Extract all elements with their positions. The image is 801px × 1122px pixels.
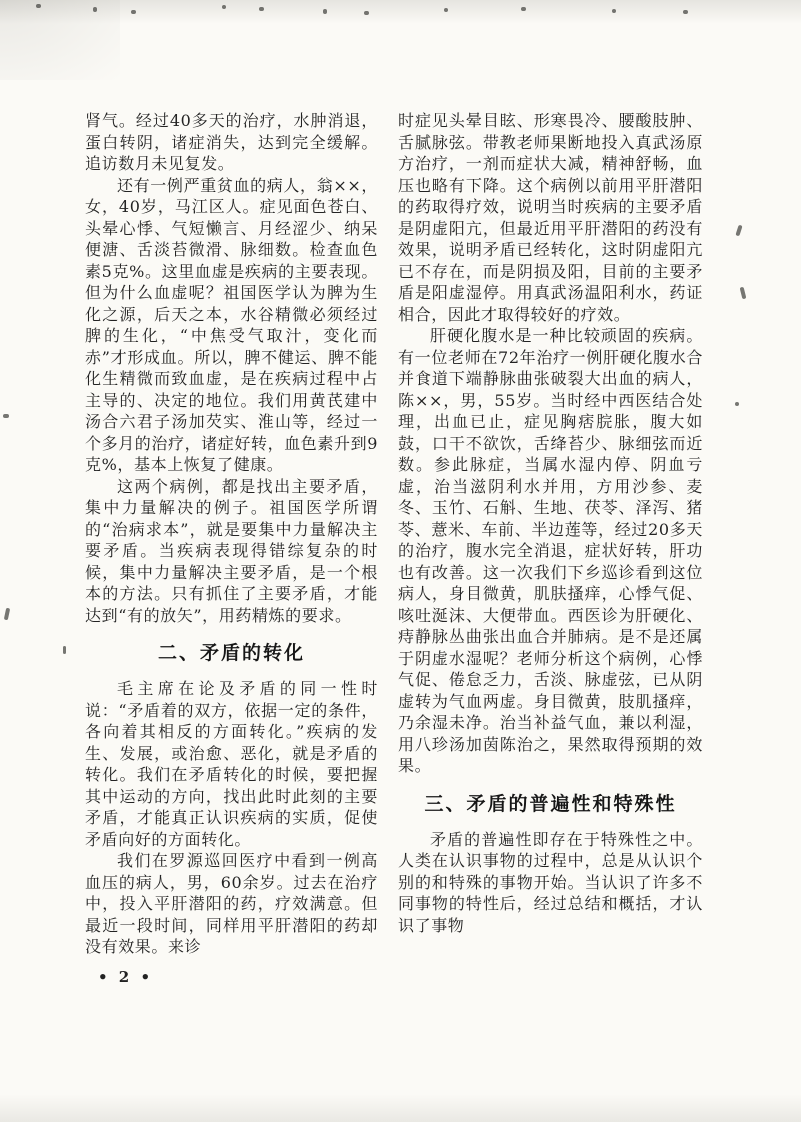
scan-shadow-corner	[0, 0, 120, 80]
body-paragraph: 还有一例严重贫血的病人，翁××，女，40岁，马江区人。症见面色苍白、头晕心悸、气短懒言、月经涩少、纳呆便溏、舌淡苔微滑、脉细数。检查血色素5克%。这里血虚是疾病的主要表现。但为什么血虚呢？祖国医学认为脾为生化之源，后天之本，水谷精微必须经过脾的生化，“中焦受气取汁，变化而赤”才形成血。所以，脾不健运、脾不能化生精微而致血虚，是在疾病过程中占主导的、决定的地位。我们用黄芪建中汤合六君子汤加芡实、淮山等，经过一个多月的治疗，诸症好转，血色素升到9克%，基本上恢复了健康。	[85, 175, 378, 474]
left-column	[85, 110, 378, 958]
scan-speck	[222, 5, 226, 9]
scan-shadow-top	[0, 0, 801, 24]
section-heading: 二、矛盾的转化	[157, 642, 305, 664]
body-paragraph: 肾气。经过40多天的治疗，水肿消退，蛋白转阴，诸症消失，达到完全缓解。追访数月未见复发。	[85, 111, 378, 173]
right-column	[398, 110, 703, 958]
scan-speck	[4, 608, 10, 621]
scan-speck	[323, 9, 327, 14]
scan-speck	[740, 287, 747, 300]
scan-speck	[521, 7, 526, 11]
scan-speck	[612, 9, 616, 13]
scan-speck	[36, 4, 41, 8]
scan-speck	[444, 8, 448, 12]
section-heading: 三、矛盾的普遍性和特殊性	[424, 792, 677, 815]
body-paragraph: 毛主席在论及矛盾的同一性时说：“矛盾着的双方，依据一定的条件，各向着其相反的方面转化。”疾病的发生、发展，或治愈、恶化，就是矛盾的转化。我们在矛盾转化的时候，要把握其中运动的方向，找出此时此刻的主要矛盾，才能真正认识疾病的实质，促使矛盾向好的方面转化。	[85, 679, 378, 849]
body-paragraph: 肝硬化腹水是一种比较顽固的疾病。有一位老师在72年治疗一例肝硬化腹水合并食道下端静脉曲张破裂大出血的病人，陈××，男，55岁。当时经中西医结合处理，出血已止，症见胸痞脘胀，腹大如鼓，口干不欲饮，舌绛苔少、脉细弦而近数。参此脉症，当属水湿内停、阴血亏虚，治当滋阴利水并用，方用沙参、麦冬、玉竹、石斛、生地、茯苓、泽泻、猪苓、薏米、车前、半边莲等，经过20多天的治疗，腹水完全消退，症状好转，肝功也有改善。这一次我们下乡巡诊看到这位病人，身目微黄，肌肤搔痒，心悸气促、咳吐涎沫、大便带血。西医诊为肝硬化、痔静脉丛曲张出血合并肺病。是不是还属于阴虚水湿呢？老师分析这个病例，心悸气促、倦怠乏力，舌淡、脉虚弦，已从阴虚转为气血两虚。身目微黄，肢肌搔痒，乃余湿未净。治当补益气血，兼以利湿，用八珍汤加茵陈治之，果然取得预期的效果。	[398, 326, 703, 775]
scan-shadow-bottom	[0, 1094, 801, 1122]
page-number: • 2 •	[98, 968, 154, 986]
body-paragraph: 我们在罗源巡回医疗中看到一例高血压的病人，男，60余岁。过去在治疗中，投入平肝潜阳的药，疗效满意。但最近一段时间，同样用平肝潜阳的药却没有效果。来诊	[85, 851, 378, 956]
scan-speck	[63, 646, 66, 654]
scan-speck	[259, 7, 264, 11]
scan-speck	[735, 225, 742, 237]
scan-speck	[93, 7, 97, 12]
body-paragraph: 矛盾的普遍性即存在于特殊性之中。人类在认识事物的过程中，总是从认识个别的和特殊的事物开始。当认识了许多不同事物的特性后，经过总结和概括，才认识了事物	[398, 829, 703, 935]
scan-speck	[364, 11, 369, 15]
scan-speck	[3, 414, 9, 418]
body-paragraph: 这两个病例，都是找出主要矛盾，集中力量解决的例子。祖国医学所谓的“治病求本”，就是要集中力量解决主要矛盾。当疾病表现得错综复杂的时候，集中力量解决主要矛盾，是一个根本的方法。只有抓住了主要矛盾，才能达到“有的放矢”，用药精炼的要求。	[85, 476, 378, 625]
scan-speck	[683, 10, 688, 14]
body-paragraph: 时症见头晕目眩、形寒畏冷、腰酸肢肿、舌腻脉弦。带教老师果断地投入真武汤原方治疗，一剂而症状大减，精神舒畅，血压也略有下降。这个病例以前用平肝潜阳的药取得疗效，说明当时疾病的主要矛盾是阴虚阳亢，但最近用平肝潜阳的药没有效果，说明矛盾已经转化，这时阴虚阳亢已不存在，而是阴损及阳，目前的主要矛盾是阳虚湿停。用真武汤温阳利水，药证相合，因此才取得较好的疗效。	[398, 111, 703, 324]
scan-speck	[131, 10, 136, 14]
page-body	[85, 110, 703, 958]
scan-speck	[735, 402, 739, 406]
